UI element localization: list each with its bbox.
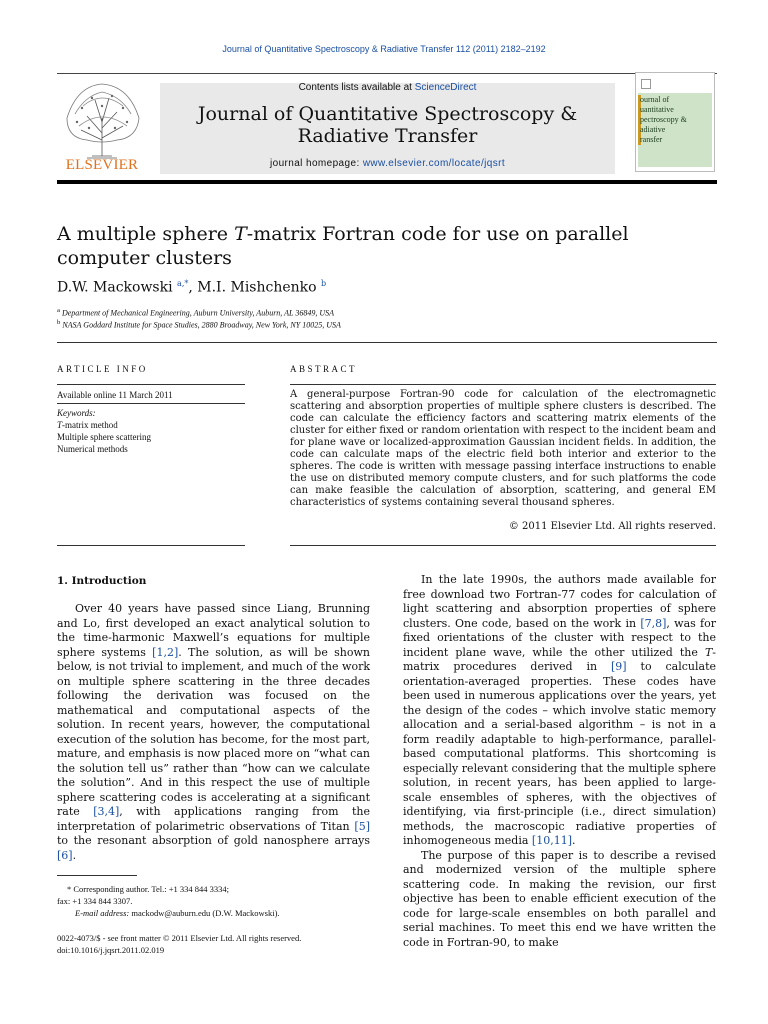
body-column-right bbox=[403, 573, 716, 950]
citation-link[interactable]: [9] bbox=[610, 660, 627, 673]
author-affiliation-ref[interactable]: b bbox=[321, 279, 327, 288]
text: to the resonant absorption of gold nanosphere arrays bbox=[57, 834, 370, 847]
title-text: -matrix Fortran code for use on parallel bbox=[246, 223, 629, 245]
citation-link[interactable]: [5] bbox=[354, 819, 370, 833]
title-italic: T bbox=[234, 223, 247, 245]
header-top-rule bbox=[57, 73, 717, 74]
text: -matrix procedures derived in bbox=[403, 645, 716, 673]
author-list bbox=[57, 279, 326, 296]
text: . The solution, as will be shown below, is not trivial to implement, and much of the work on multiple sphere scattering in the three decades following the derivation was focused on the mathematical and computational aspects of the solution. In recent years, however, the computational execution of the solution has become, for the most part, mature, and emphasis is now placed more on “what can the solution tell us” rather than “how can we calculate the solution”. And in this respect the use of multiple sphere scattering codes is accelerating at a significant rate bbox=[57, 645, 370, 818]
citation-link[interactable]: [3,4] bbox=[93, 805, 120, 818]
author-separator: , bbox=[188, 279, 198, 296]
text: , was for fixed orientations of the cluster with respect to the incident plane wave, while the other utilized the bbox=[403, 616, 716, 659]
title-text: A multiple sphere bbox=[57, 223, 235, 245]
cover-logo-icon bbox=[641, 79, 651, 89]
journal-homepage bbox=[160, 158, 615, 169]
paragraph bbox=[57, 602, 370, 863]
sciencedirect-link[interactable]: ScienceDirect bbox=[414, 82, 477, 93]
keyword[interactable]: Numerical methods bbox=[57, 444, 128, 454]
journal-title bbox=[160, 103, 615, 147]
footnote-line: fax: +1 334 844 3307. bbox=[57, 896, 133, 906]
homepage-link[interactable]: www.elsevier.com/locate/jqsrt bbox=[362, 158, 506, 169]
contents-line bbox=[160, 82, 615, 93]
doi-link[interactable]: doi:10.1016/j.jqsrt.2011.02.019 bbox=[57, 945, 165, 955]
available-online: Available online 11 March 2011 bbox=[57, 390, 173, 400]
affiliation bbox=[57, 319, 341, 330]
text-italic: T bbox=[704, 645, 713, 659]
affiliation-text: Department of Mechanical Engineering, Auburn University, Auburn, AL 36849, USA bbox=[61, 308, 335, 318]
email-label: E-mail address: bbox=[75, 908, 130, 918]
issn-line: 0022-4073/$ - see front matter © 2011 Elsevier Ltd. All rights reserved. bbox=[57, 933, 302, 943]
front-matter bbox=[57, 932, 377, 956]
keywords-label: Keywords: bbox=[57, 408, 96, 418]
abstract-text: A general-purpose Fortran-90 code for calculation of the electromagnetic scattering and absorption properties of multiple sphere clusters is described. The code can calculate the efficiency factors and scattering matrix elements of the cluster for either fixed or random orientation with respect to the incident beam and for plane wave or localized-approximation Gaussian incident fields. In addition, the code can calculate maps of the electric field both interior and exterior to the spheres. The code is written with message passing interface instructions to enable the use on distributed memory compute clusters, and for such platforms the code can make feasible the calculation of absorption, scattering, and general EM characteristics of systems containing several thousand spheres. bbox=[290, 389, 716, 508]
journal-citation[interactable]: Journal of Quantitative Spectroscopy & Radiative Transfer 112 (2011) 2182–2192 bbox=[222, 44, 546, 54]
contents-prefix: Contents lists available at bbox=[298, 82, 415, 93]
journal-cover-thumbnail[interactable] bbox=[635, 72, 715, 172]
cover-line: uantitative bbox=[640, 105, 674, 114]
author-name[interactable]: M.I. Mishchenko bbox=[197, 279, 317, 296]
cover-line: ransfer bbox=[640, 135, 663, 144]
abstract-label: ABSTRACT bbox=[290, 364, 358, 374]
abstract-copyright: © 2011 Elsevier Ltd. All rights reserved. bbox=[508, 521, 716, 532]
text: . bbox=[572, 834, 576, 847]
keyword-italic: T bbox=[57, 420, 63, 430]
corresponding-author-footnote bbox=[57, 883, 357, 919]
body-column-left bbox=[57, 602, 370, 863]
journal-title-line1: Journal of Quantitative Spectroscopy & bbox=[197, 103, 578, 125]
citation-link[interactable]: [7,8] bbox=[640, 616, 667, 630]
section-heading-introduction: 1. Introduction bbox=[57, 575, 147, 587]
paper-title bbox=[57, 222, 677, 270]
section-divider bbox=[57, 342, 717, 343]
citation-link[interactable]: [10,11] bbox=[531, 834, 572, 847]
publisher-logo-text: ELSEVIER bbox=[65, 157, 139, 173]
article-info-rule bbox=[57, 384, 245, 385]
text: Over 40 years have passed since Liang, Brunning and Lo, first developed an exact analytical solution to the time-harmonic Maxwell’s equations for multiple sphere systems bbox=[57, 602, 370, 659]
footnote-line: * Corresponding author. Tel.: +1 334 844 3334; bbox=[67, 884, 229, 894]
affiliation-label: b bbox=[57, 319, 61, 326]
abstract-bottom-rule bbox=[290, 545, 716, 546]
cover-line: ournal of bbox=[640, 95, 670, 104]
text: In the late 1990s, the authors made available for free download two Fortran-77 codes for calculation of light scattering and absorption properties of sphere clusters. One code, based on the work in bbox=[403, 573, 716, 630]
text: . bbox=[72, 848, 77, 862]
citation-link[interactable]: [1,2] bbox=[152, 645, 179, 659]
text: to calculate orientation-averaged properties. These codes have been used in numerous applications over the years, yet the design of the codes – which involve static memory allocation and a serial-based algorithm – is not in a form readily adaptable to high-performance, parallel-based computational platforms. This shortcoming is especially relevant considering that the multiple sphere solution, in recent years, has been applied to large-scale ensembles of spheres, with the objectives of identifying, via first-principle (i.e., direct simulation) methods, the macroscopic radiative properties of inhomogeneous media bbox=[403, 660, 716, 847]
citation-link[interactable]: [6] bbox=[57, 848, 73, 862]
footnote-rule bbox=[57, 875, 137, 876]
paragraph bbox=[403, 573, 716, 849]
keyword[interactable]: Multiple sphere scattering bbox=[57, 432, 151, 442]
affiliation bbox=[57, 307, 334, 318]
article-info-bottom-rule bbox=[57, 545, 245, 546]
article-info-label: ARTICLE INFO bbox=[57, 364, 148, 374]
cover-text bbox=[640, 95, 687, 145]
keywords bbox=[57, 407, 151, 455]
affiliation-label: a bbox=[57, 307, 60, 314]
homepage-prefix: journal homepage: bbox=[269, 158, 363, 169]
author-affiliation-ref[interactable]: a,* bbox=[177, 279, 189, 288]
keyword[interactable]: -matrix method bbox=[62, 420, 118, 430]
paragraph: The purpose of this paper is to describe a revised and modernized version of the multiple sphere scattering code. In making the revision, our first objective has been to enable efficient execution of the code for large-scale ensembles on both parallel and serial machines. To meet this end we have written the code in Fortran-90, to make bbox=[403, 848, 716, 949]
abstract-rule bbox=[290, 384, 716, 385]
email-address[interactable]: mackodw@auburn.edu (D.W. Mackowski). bbox=[129, 908, 280, 918]
text: , with applications ranging from the interpretation of polarimetric observations of Titan bbox=[57, 805, 371, 833]
cover-line: adiative bbox=[640, 125, 666, 134]
title-line2: computer clusters bbox=[57, 247, 232, 269]
journal-title-line2: Radiative Transfer bbox=[297, 125, 478, 147]
article-info-rule bbox=[57, 403, 245, 404]
affiliation-text: NASA Goddard Institute for Space Studies, 2880 Broadway, New York, NY 10025, USA bbox=[62, 320, 341, 330]
header-bottom-rule bbox=[57, 180, 717, 184]
author-name[interactable]: D.W. Mackowski bbox=[57, 279, 173, 296]
cover-line: pectroscopy & bbox=[640, 115, 687, 124]
